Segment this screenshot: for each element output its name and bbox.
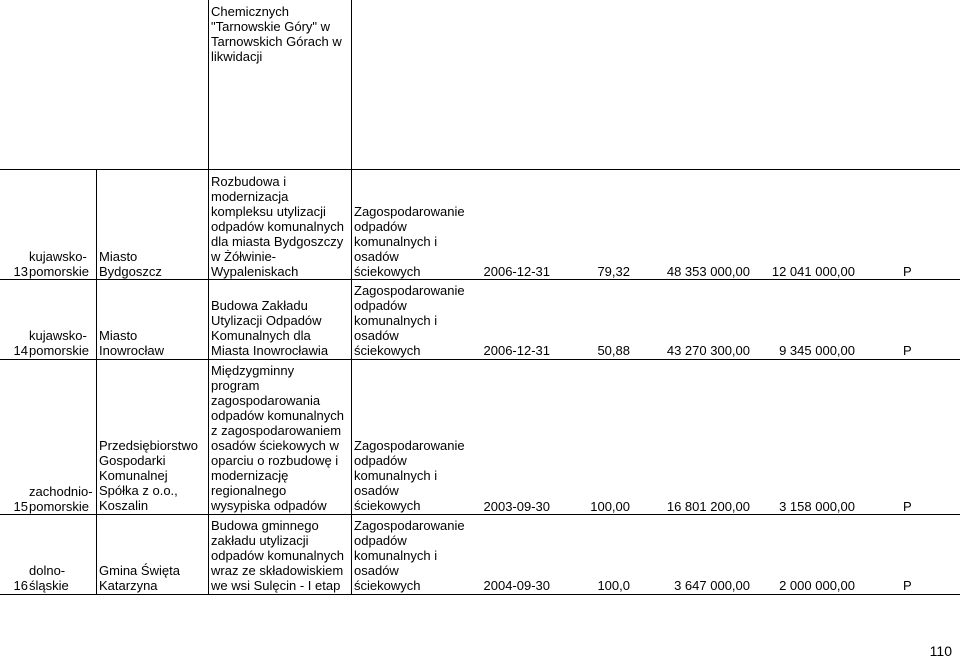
- region-cell: zachodnio- pomorskie: [29, 484, 93, 514]
- grid-line: [0, 359, 960, 360]
- status-cell: P: [903, 499, 912, 514]
- project-cell: Budowa gminnego zakładu utylizacji odpadów komunalnych wraz ze składowiskiem we wsi Sulęcin - I etap: [211, 518, 344, 593]
- beneficiary-cell: Miasto Inowrocław: [99, 328, 165, 358]
- total-cost-cell: 43 270 300,00: [666, 343, 750, 358]
- row-number: 16: [13, 578, 28, 593]
- percent-cell: 79,32: [597, 264, 630, 279]
- percent-cell: 100,0: [597, 578, 630, 593]
- category-cell: Zagospodarowanie odpadów komunalnych i osadów ściekowych: [354, 283, 465, 358]
- percent-cell: 50,88: [597, 343, 630, 358]
- row-number: 13: [13, 264, 28, 279]
- percent-cell: 100,00: [590, 499, 630, 514]
- status-cell: P: [903, 264, 912, 279]
- total-cost-cell: 3 647 000,00: [674, 578, 750, 593]
- region-cell: dolno- śląskie: [29, 563, 69, 593]
- aid-amount-cell: 3 158 000,00: [779, 499, 855, 514]
- grid-line: [0, 279, 960, 280]
- status-cell: P: [903, 343, 912, 358]
- aid-amount-cell: 12 041 000,00: [771, 264, 855, 279]
- category-cell: Zagospodarowanie odpadów komunalnych i osadów ściekowych: [354, 438, 465, 513]
- total-cost-cell: 16 801 200,00: [666, 499, 750, 514]
- top-row-beneficiary: Chemicznych "Tarnowskie Góry" w Tarnowskich Górach w likwidacji: [211, 4, 342, 64]
- category-cell: Zagospodarowanie odpadów komunalnych i osadów ściekowych: [354, 204, 465, 279]
- date-cell: 2003-09-30: [483, 499, 550, 514]
- row-number: 14: [13, 343, 28, 358]
- beneficiary-cell: Gmina Święta Katarzyna: [99, 563, 180, 593]
- status-cell: P: [903, 578, 912, 593]
- page-number: 110: [929, 643, 952, 659]
- grid-line: [351, 0, 352, 169]
- region-cell: kujawsko- pomorskie: [29, 249, 89, 279]
- date-cell: 2004-09-30: [483, 578, 550, 593]
- grid-line: [0, 514, 960, 515]
- total-cost-cell: 48 353 000,00: [666, 264, 750, 279]
- row-number: 15: [13, 499, 28, 514]
- beneficiary-cell: Przedsiębiorstwo Gospodarki Komunalnej Spółka z o.o., Koszalin: [99, 438, 198, 513]
- grid-line: [0, 169, 960, 170]
- project-cell: Międzygminny program zagospodarowania odpadów komunalnych z zagospodarowaniem osadów ściekowych w oparciu o rozbudowę i modernizację regionalnego wysypiska odpadów: [211, 363, 344, 513]
- date-cell: 2006-12-31: [483, 264, 550, 279]
- aid-amount-cell: 2 000 000,00: [779, 578, 855, 593]
- category-cell: Zagospodarowanie odpadów komunalnych i osadów ściekowych: [354, 518, 465, 593]
- project-cell: Budowa Zakładu Utylizacji Odpadów Komunalnych dla Miasta Inowrocławia: [211, 298, 329, 358]
- aid-amount-cell: 9 345 000,00: [779, 343, 855, 358]
- grid-line: [0, 594, 960, 595]
- date-cell: 2006-12-31: [483, 343, 550, 358]
- grid-line: [96, 169, 97, 595]
- beneficiary-cell: Miasto Bydgoszcz: [99, 249, 162, 279]
- region-cell: kujawsko- pomorskie: [29, 328, 89, 358]
- project-cell: Rozbudowa i modernizacja kompleksu utylizacji odpadów komunalnych dla miasta Bydgoszczy w Żółwinie- Wypaleniskach: [211, 174, 344, 279]
